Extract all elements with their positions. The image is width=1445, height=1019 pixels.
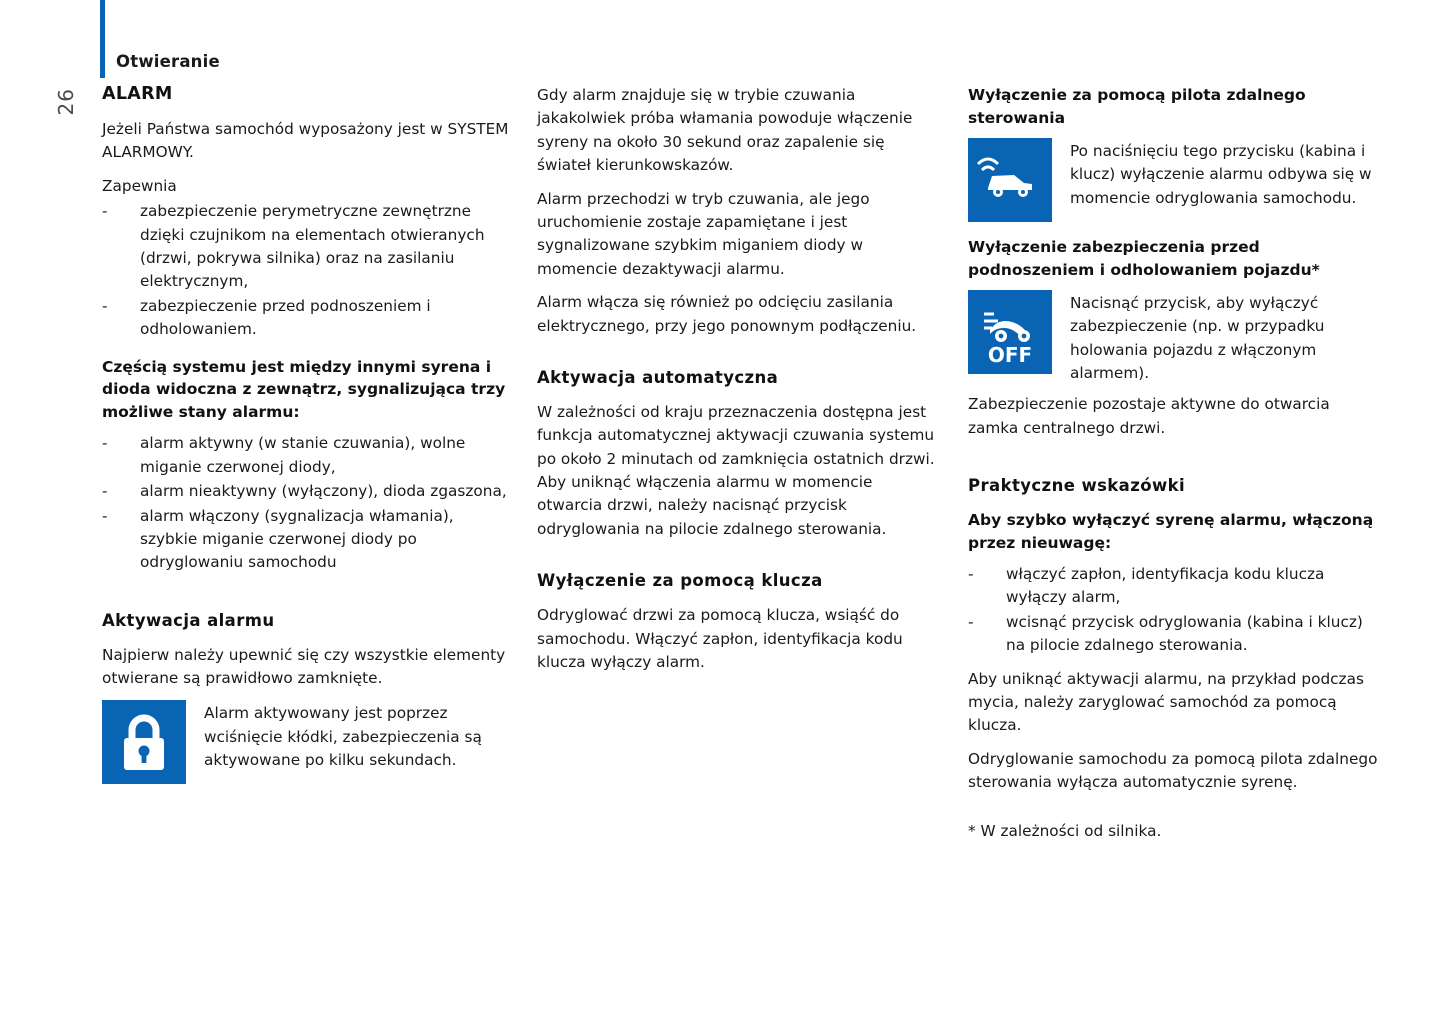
- paragraph-standby-mode: Gdy alarm znajduje się w trybie czuwania jakakolwiek próba włamania powoduje włączenie syreny na około 30 sekund oraz zapalenie się świateł kierunkowskazów.: [537, 86, 913, 175]
- list-item: [102, 505, 512, 575]
- paragraph-intro-1: Jeżeli Państwa samochód wyposażony jest w SYSTEM ALARMOWY.: [102, 120, 509, 162]
- icon-block-padlock: [102, 700, 512, 784]
- subsection-title-wylaczenie-kluczem: Wyłączenie za pomocą klucza: [537, 571, 823, 591]
- paragraph-quick-siren-off: Aby szybko wyłączyć syrenę alarmu, włączoną przez nieuwagę:: [968, 511, 1374, 553]
- padlock-icon: [102, 700, 186, 784]
- tow-protection-off-icon: [968, 290, 1052, 374]
- paragraph-aktywacja-alarmu: Najpierw należy upewnić się czy wszystkie elementy otwierane są prawidłowo zamknięte.: [102, 645, 506, 688]
- dash-bullet-icon: -: [102, 296, 108, 315]
- list-features: [102, 200, 512, 341]
- list-practical-tips: [968, 563, 1380, 658]
- paragraph-system-parts: Częścią systemu jest między innymi syrena i dioda widoczna z zewnątrz, sygnalizująca trzy możliwe stany alarmu:: [102, 357, 506, 422]
- icon-block-tow-protection-off: [968, 290, 1380, 386]
- column-left: [102, 84, 512, 792]
- tow-protection-off-label: OFF: [987, 342, 1033, 367]
- subsection-title-aktywacja-alarmu: Aktywacja alarmu: [102, 610, 275, 630]
- list-item: [102, 295, 512, 342]
- list-item-text: włączyć zapłon, identyfikacja kodu klucza wyłączy alarm,: [1006, 564, 1325, 607]
- list-item: [102, 200, 512, 294]
- icon-caption-padlock: Alarm aktywowany jest poprzez wciśnięcie kłódki, zabezpieczenia są aktywowane po kilku sekundach.: [204, 704, 482, 770]
- dash-bullet-icon: -: [102, 506, 108, 525]
- spacer: [968, 450, 1380, 476]
- paragraph-avoid-activation: Aby uniknąć aktywacji alarmu, na przykład podczas mycia, należy zaryglować samochód za pomocą klucza.: [968, 669, 1364, 735]
- page-number: 26: [54, 88, 78, 116]
- dash-bullet-icon: -: [102, 434, 108, 453]
- subsection-title-wylaczenie-pilotem: Wyłączenie za pomocą pilota zdalnego sterowania: [968, 86, 1306, 127]
- list-item-text: alarm aktywny (w stanie czuwania), wolne miganie czerwonej diody,: [140, 434, 466, 476]
- page-header-title: Otwieranie: [116, 52, 220, 71]
- spacer: [102, 585, 512, 611]
- subsection-title-wylaczenie-zabezpieczenia: Wyłączenie zabezpieczenia przed podnoszeniem i odholowaniem pojazdu*: [968, 237, 1320, 279]
- header-accent-rule: [100, 0, 105, 78]
- list-alarm-states: [102, 432, 512, 574]
- column-right: [968, 84, 1380, 844]
- footnote: * W zależności od silnika.: [968, 822, 1162, 841]
- icon-block-remote-unlock: [968, 138, 1380, 222]
- list-item-text: zabezpieczenie perymetryczne zewnętrzne dzięki czujnikom na elementach otwieranych (drzwi, pokrywa silnika) oraz na zasilaniu elektrycznym,: [140, 202, 485, 291]
- paragraph-auto-activation: W zależności od kraju przeznaczenia dostępna jest funkcja automatycznej aktywacji czuwania systemu po około 2 minutach od zamknięcia ostatnich drzwi. Aby uniknąć włączenia alarmu w momencie otwarcia drzwi, należy nacisnąć przycisk odryglowania na pilocie zdalnego sterowania.: [537, 402, 935, 538]
- list-item: [102, 432, 512, 479]
- remote-unlock-car-icon: [968, 138, 1052, 222]
- paragraph-key-deactivation: Odryglować drzwi za pomocą klucza, wsiąść do samochodu. Włączyć zapłon, identyfikacja kodu klucza wyłączy alarm.: [537, 606, 903, 672]
- list-item-text: zabezpieczenie przed podnoszeniem i odholowaniem.: [140, 296, 431, 339]
- dash-bullet-icon: -: [968, 612, 974, 631]
- column-middle: [537, 84, 935, 684]
- icon-caption-remote-unlock: Po naciśnięciu tego przycisku (kabina i klucz) wyłączenie alarmu odbywa się w momencie odryglowania samochodu.: [1070, 141, 1372, 207]
- icon-caption-tow-protection-off: Nacisnąć przycisk, aby wyłączyć zabezpieczenie (np. w przypadku holowania pojazdu z włączonym alarmem).: [1070, 293, 1325, 382]
- subsection-title-aktywacja-automatyczna: Aktywacja automatyczna: [537, 367, 779, 387]
- list-item: [968, 563, 1380, 610]
- list-item: [968, 611, 1380, 658]
- list-item: [102, 480, 512, 503]
- paragraph-memorized-trigger: Alarm przechodzi w tryb czuwania, ale jego uruchomienie zostaje zapamiętane i jest sygnalizowane szybkim miganiem diody w momencie dezaktywacji alarmu.: [537, 189, 870, 278]
- paragraph-intro-2: Zapewnia: [102, 176, 177, 195]
- paragraph-remote-siren-off: Odryglowanie samochodu za pomocą pilota zdalnego sterowania wyłącza automatycznie syrenę.: [968, 749, 1378, 792]
- list-item-text: wcisnąć przycisk odryglowania (kabina i klucz) na pilocie zdalnego sterowania.: [1006, 612, 1363, 655]
- subsection-title-praktyczne-wskazowki: Praktyczne wskazówki: [968, 476, 1186, 496]
- list-item-text: alarm nieaktywny (wyłączony), dioda zgaszona,: [140, 482, 507, 501]
- dash-bullet-icon: -: [968, 564, 974, 583]
- paragraph-power-cut: Alarm włącza się również po odcięciu zasilania elektrycznego, przy jego ponownym podłączeniu.: [537, 293, 917, 335]
- paragraph-protection-active: Zabezpieczenie pozostaje aktywne do otwarcia zamka centralnego drzwi.: [968, 395, 1330, 437]
- section-title-alarm: ALARM: [102, 84, 173, 104]
- dash-bullet-icon: -: [102, 202, 108, 221]
- dash-bullet-icon: -: [102, 482, 108, 501]
- list-item-text: alarm włączony (sygnalizacja włamania), szybkie miganie czerwonej diody po odryglowaniu samochodu: [140, 506, 454, 572]
